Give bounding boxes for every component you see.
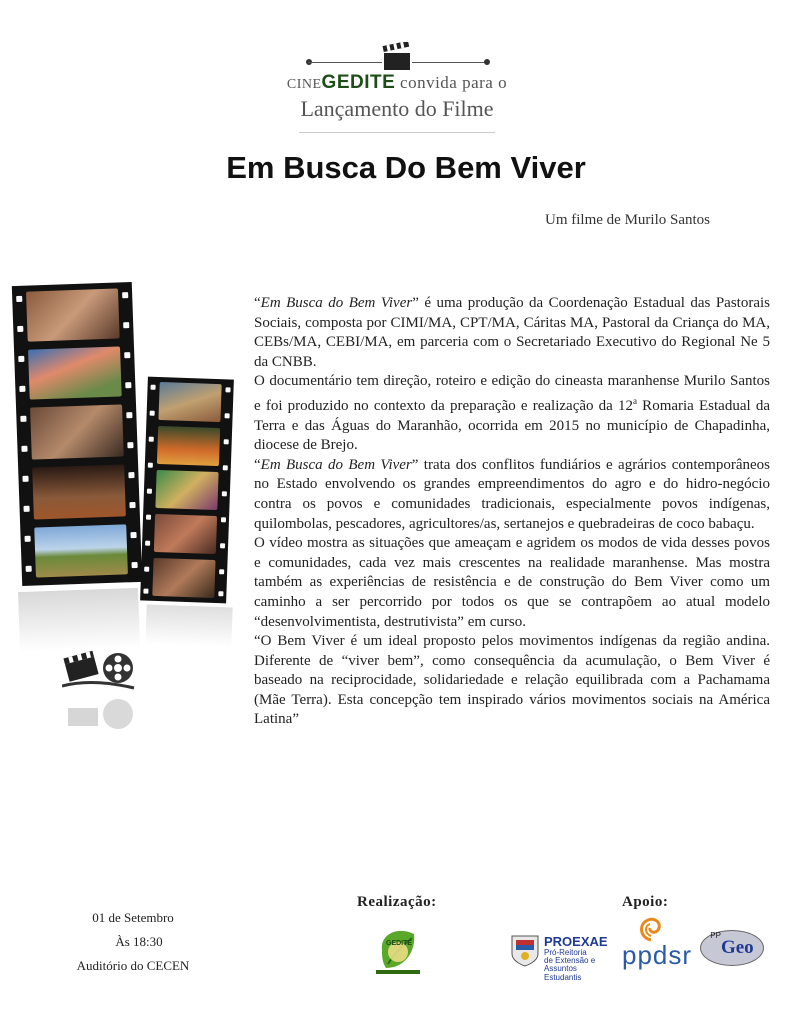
paragraph-3 [254, 456, 770, 534]
film-frame-crowd [28, 346, 122, 399]
filmstrip-left [12, 282, 142, 586]
film-hole [122, 292, 128, 298]
film-frame-people [155, 470, 218, 510]
film-frame-woman [154, 514, 217, 554]
film-name-italic: Em Busca do Bem Viver [260, 456, 412, 473]
clapperboard-ornament [0, 38, 794, 74]
film-hole [124, 352, 130, 358]
ornament-dot-right [484, 59, 490, 65]
film-frame-group [158, 382, 221, 422]
film-title: Em Busca Do Bem Viver [226, 150, 586, 185]
filmstrip-left-reflection [18, 588, 140, 652]
film-credit: Um filme de Murilo Santos [545, 212, 710, 228]
film-hole [147, 489, 152, 494]
film-hole [145, 541, 150, 546]
invitation-header [0, 38, 794, 133]
clapperboard-icon [382, 42, 412, 72]
film-hole [127, 442, 133, 448]
proexae-sub-2: de Extensão e [544, 956, 596, 965]
ppdsr-swirl-icon [636, 914, 666, 942]
invite-text: convida para o [400, 73, 508, 92]
filmstrip-right [140, 377, 234, 604]
film-hole [21, 446, 27, 452]
film-hole [123, 322, 129, 328]
ppgeo-geo: Geo [720, 937, 754, 958]
film-hole [218, 591, 223, 596]
film-hole [225, 413, 230, 418]
film-frame-children [32, 464, 126, 519]
ornament-line-right [412, 62, 486, 63]
apoio-label: Apoio: [622, 894, 669, 910]
film-frame-elder [30, 404, 124, 459]
film-reel-icon [62, 646, 138, 730]
film-hole [17, 326, 23, 332]
film-frame-field [34, 524, 128, 577]
open-quote: “ [254, 295, 261, 311]
film-hole [220, 543, 225, 548]
film-hole [223, 465, 228, 470]
film-hole [130, 532, 136, 538]
film-hole [18, 356, 24, 362]
cine-label: CINE [286, 77, 322, 92]
film-hole [219, 569, 224, 574]
open-quote: “ [254, 456, 261, 473]
ornament-line-left [308, 62, 382, 63]
event-time: Às 18:30 [115, 934, 163, 949]
film-hole [224, 439, 229, 444]
paragraph-4: O vídeo mostra as situações que ameaçam e agridem os modos de vida desses povos e comunidades, cada vez mais crescentes na realidade maranhense. Mas mostra também as experiências de resistência e de construção do Bem Viver como um caminho a ser percorrido por todos os que se contrapõem ao atual modelo “desenvolvimentista, destrutivista” em curso. [254, 535, 770, 630]
gedite-logo-text: GEDITE [386, 940, 413, 947]
film-hole [150, 411, 155, 416]
university-seal-icon [510, 932, 540, 968]
event-date: 01 de Setembro [92, 910, 174, 925]
ordinal-sup: a [633, 395, 638, 406]
film-hole [143, 589, 148, 594]
paragraph-3-text: trata dos conflitos fundiários e agrários contemporâneos no Estado envolvendo os grandes empreendimentos do agro e do hidro-negócio contra os povos e comunidades tradicionais, especialmente povos indígenas, quilombolas, pescadores, agricultores/as, sertanejos e quebradeiras de coco babaçu. [254, 456, 771, 532]
realizacao-label: Realização: [357, 894, 437, 910]
film-frame-embrace [26, 288, 120, 341]
film-hole [148, 463, 153, 468]
film-hole [23, 506, 29, 512]
film-hole [132, 562, 138, 568]
film-hole [26, 566, 32, 572]
film-hole [125, 382, 131, 388]
proexae-name: PROEXAE [544, 934, 608, 949]
film-hole [225, 387, 230, 392]
film-hole [129, 502, 135, 508]
ppgeo-logo [700, 930, 764, 966]
proexae-logo [510, 930, 610, 982]
film-hole [20, 416, 26, 422]
close-quote: ” [411, 456, 419, 473]
filmstrip-right-reflection [145, 605, 232, 648]
paragraph-2-text-b: Romaria Estadual da Terra e das Águas do Maranhão, ocorrida em 2015 no município de Chapadinha, diocese de Brejo. [254, 397, 770, 454]
paragraph-1-text: é uma produção da Coordenação Estadual das Pastorais Sociais, composta por CIMI/MA, CPT/MA, Cáritas MA, Pastoral da Criança do MA, CEBs/MA, CEBI/MA, em parceria com o Secretariado Executivo do Regional Ne 5 da CNBB. [254, 295, 770, 370]
film-hole [22, 476, 28, 482]
film-hole [25, 536, 31, 542]
film-frame-child [152, 558, 215, 598]
proexae-sub-3: Assuntos Estudantis [544, 964, 582, 982]
ppgeo-pp: PP [710, 931, 721, 940]
film-hole [144, 567, 149, 572]
paragraph-1 [254, 294, 770, 372]
header-divider [299, 132, 495, 133]
film-hole [146, 515, 151, 520]
film-hole [222, 491, 227, 496]
paragraph-2-text-a: O documentário tem direção, roteiro e edição do cineasta maranhense Murilo Santos e foi produzido no contexto da preparação e realização da 12 [254, 373, 770, 414]
invite-line [0, 72, 794, 94]
film-hole [150, 385, 155, 390]
film-frame-fire [157, 426, 220, 466]
proexae-sub-1: Pró-Reitoria [544, 948, 587, 957]
film-name-italic: Em Busca do Bem Viver [260, 295, 413, 311]
ppdsr-text: ppdsr [622, 940, 693, 970]
film-hole [126, 412, 132, 418]
launch-heading: Lançamento do Filme [300, 96, 494, 121]
film-hole [16, 296, 22, 302]
gedite-logo [372, 924, 424, 976]
event-place: Auditório do CECEN [76, 958, 190, 973]
paragraph-2 [254, 372, 770, 455]
film-hole [221, 517, 226, 522]
film-hole [128, 472, 134, 478]
gedite-label: GEDITE [321, 72, 396, 93]
paragraph-5: “O Bem Viver é um ideal proposto pelos movimentos indígenas da região andina. Diferente de “viver bem”, como consequência da acumulação, o Bem Viver é baseado na reciprocidade, solidariedade e relação equilibrada com a Pachamama (Mãe Terra). Esta concepção tem inspirado vários movimentos sociais na América Latina” [254, 633, 770, 728]
film-hole [149, 437, 154, 442]
film-hole [19, 386, 25, 392]
gedite-leaf-icon [372, 924, 424, 976]
film-description [254, 294, 770, 730]
close-quote: ” [412, 295, 419, 311]
